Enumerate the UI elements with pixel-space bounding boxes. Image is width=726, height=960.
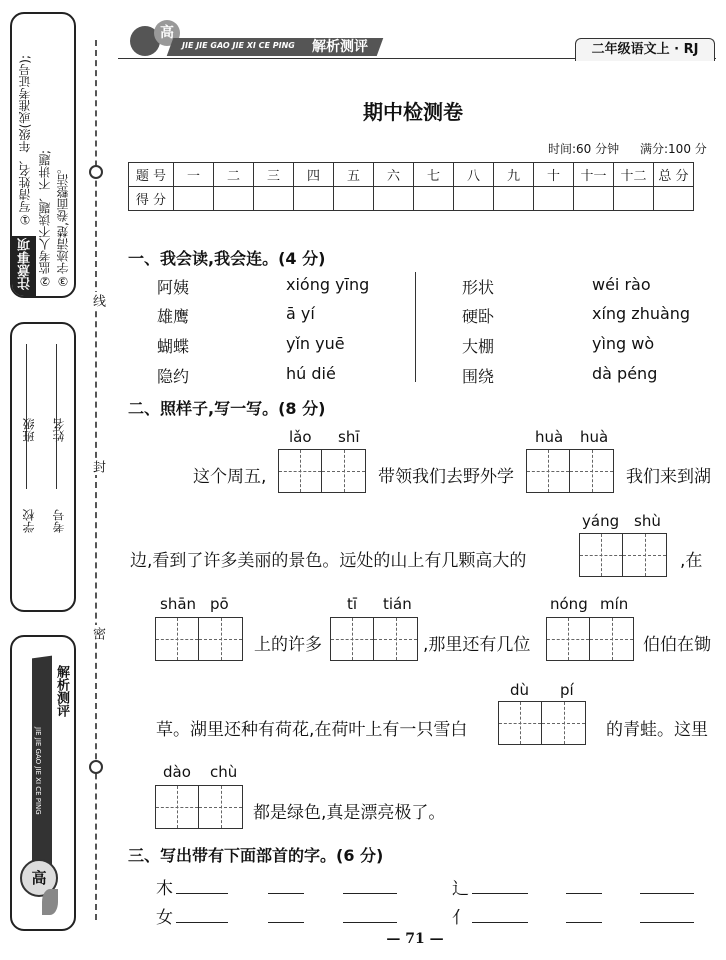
- score-col-5: 五: [334, 163, 374, 187]
- score-col-4: 四: [294, 163, 334, 187]
- s1-right-word: 围绕: [462, 367, 495, 386]
- s2-pinyin: pí: [560, 681, 574, 699]
- radical-nv: 女: [156, 908, 173, 928]
- s2-pinyin: lǎo: [289, 428, 312, 446]
- s2-pinyin: nóng: [550, 595, 588, 613]
- score-cell[interactable]: [174, 187, 214, 211]
- s2-line1-text-b: 带领我们去野外学: [378, 467, 514, 487]
- s1-left-word: 雄鹰: [157, 307, 190, 326]
- s1-right-pinyin: yìng wò: [592, 334, 655, 353]
- answer-blank[interactable]: [268, 892, 304, 894]
- answer-blank[interactable]: [640, 892, 694, 894]
- s1-right-word: 硬卧: [462, 307, 495, 326]
- header-brand-name: 解析测评: [312, 39, 368, 55]
- answer-blank[interactable]: [566, 921, 602, 923]
- cut-char-mi: 密: [90, 627, 105, 640]
- s1-right-pinyin: dà péng: [592, 364, 658, 383]
- brand-name-side: 解析测评: [54, 665, 69, 717]
- tian-cell[interactable]: [330, 617, 374, 661]
- s2-line3-text-c: 伯伯在锄: [643, 635, 711, 655]
- cut-char-xian: 线: [90, 294, 105, 307]
- notice-title: 注意事项: [18, 238, 33, 290]
- notice-item-2: ②监考人不读题、不讲题;: [38, 149, 52, 288]
- score-cell[interactable]: [654, 187, 694, 211]
- page-title: 期中检测卷: [363, 100, 463, 124]
- s2-pinyin: dào: [163, 763, 191, 781]
- score-cell[interactable]: [574, 187, 614, 211]
- answer-blank[interactable]: [472, 921, 528, 923]
- answer-box-yangshu[interactable]: [579, 533, 667, 577]
- brand-pinyin-side: JIE JIE GAO JIE XI CE PING: [34, 727, 42, 815]
- radical-mu: 木: [156, 879, 173, 899]
- exam-time: 时间:60 分钟: [548, 142, 620, 156]
- cut-char-feng: 封: [90, 460, 105, 473]
- brand-box: [10, 635, 76, 931]
- s1-left-pinyin: xióng yīng: [286, 275, 370, 294]
- s2-line3-text-a: 上的许多: [254, 635, 322, 655]
- score-col-6: 六: [374, 163, 414, 187]
- score-table-head: 题 号: [129, 163, 174, 187]
- school-field[interactable]: [26, 344, 28, 489]
- tian-cell[interactable]: [498, 701, 542, 745]
- answer-blank[interactable]: [640, 921, 694, 923]
- score-col-8: 八: [454, 163, 494, 187]
- score-cell[interactable]: [414, 187, 454, 211]
- s1-left-word: 阿姨: [157, 278, 190, 297]
- s2-line4-text-b: 的青蛙。这里: [606, 720, 708, 740]
- class-label: 班级: [22, 418, 36, 442]
- answer-box-nongmin[interactable]: [546, 617, 634, 661]
- s2-line2-text-a: 边,看到了许多美丽的景色。远处的山上有几颗高大的: [130, 551, 527, 571]
- tian-cell[interactable]: [526, 449, 570, 493]
- tian-cell[interactable]: [199, 785, 243, 829]
- student-info-box: [10, 322, 76, 612]
- exam-number-label: 考号: [52, 509, 66, 533]
- cut-circle-bottom: [89, 760, 103, 774]
- answer-blank[interactable]: [472, 892, 528, 894]
- score-table: [128, 162, 694, 211]
- tian-cell[interactable]: [623, 533, 667, 577]
- tian-cell[interactable]: [322, 449, 366, 493]
- s2-line5-text-a: 都是绿色,真是漂亮极了。: [253, 803, 446, 823]
- score-cell[interactable]: [494, 187, 534, 211]
- s2-line4-text-a: 草。湖里还种有荷花,在荷叶上有一只雪白: [156, 720, 468, 740]
- s1-left-word: 隐约: [157, 367, 190, 386]
- tian-cell[interactable]: [278, 449, 322, 493]
- s1-right-pinyin: wéi rào: [592, 275, 651, 294]
- brand-logo-char: 高: [31, 869, 47, 887]
- score-col-12: 十二: [614, 163, 654, 187]
- tian-cell[interactable]: [374, 617, 418, 661]
- name-field[interactable]: [56, 344, 58, 489]
- tian-cell[interactable]: [590, 617, 634, 661]
- answer-box-titian[interactable]: [330, 617, 418, 661]
- tian-cell[interactable]: [542, 701, 586, 745]
- name-label: 姓名: [52, 418, 66, 442]
- section1-divider: [415, 272, 416, 382]
- radical-chuo: 辶: [452, 879, 469, 899]
- notice-box: [10, 12, 76, 298]
- s2-pinyin: shī: [338, 428, 360, 446]
- tian-cell[interactable]: [155, 785, 199, 829]
- score-cell[interactable]: [214, 187, 254, 211]
- class-field[interactable]: [26, 504, 27, 594]
- score-table-score-row: [129, 187, 694, 211]
- score-cell[interactable]: [294, 187, 334, 211]
- tian-cell[interactable]: [570, 449, 614, 493]
- s2-pinyin: huà: [580, 428, 609, 446]
- s2-pinyin: mín: [600, 595, 629, 613]
- s2-line2-text-b: ,在: [680, 551, 703, 571]
- answer-blank[interactable]: [176, 921, 228, 923]
- answer-box-laoshi[interactable]: [278, 449, 366, 493]
- section3-title: 三、写出带有下面部首的字。(6 分): [128, 846, 384, 865]
- answer-box-dupi[interactable]: [498, 701, 586, 745]
- s2-pinyin: pō: [210, 595, 229, 613]
- score-cell[interactable]: [614, 187, 654, 211]
- score-col-7: 七: [414, 163, 454, 187]
- s2-pinyin: shù: [634, 512, 661, 530]
- s2-line1-text-c: 我们来到湖: [626, 467, 711, 487]
- answer-blank[interactable]: [343, 892, 397, 894]
- notice-item-3: ③字迹清楚,卷面整洁。: [56, 162, 70, 288]
- leaf-icon: [42, 889, 58, 915]
- s2-line3-text-b: ,那里还有几位: [423, 635, 531, 655]
- s2-pinyin: tī: [347, 595, 358, 613]
- s2-pinyin: dù: [510, 681, 530, 699]
- score-cell[interactable]: [534, 187, 574, 211]
- s1-right-word: 形状: [462, 278, 495, 297]
- header-logo-char: 高: [160, 25, 174, 41]
- score-col-9: 九: [494, 163, 534, 187]
- s2-pinyin: tián: [383, 595, 412, 613]
- notice-item-1: ①写清姓名、年级(或准考证号);: [18, 54, 32, 226]
- answer-blank[interactable]: [343, 921, 397, 923]
- tian-cell[interactable]: [199, 617, 243, 661]
- s1-left-pinyin: hú dié: [286, 364, 336, 383]
- answer-blank[interactable]: [176, 892, 228, 894]
- s2-line1-text-a: 这个周五,: [193, 467, 267, 487]
- score-cell[interactable]: [454, 187, 494, 211]
- tian-cell[interactable]: [546, 617, 590, 661]
- school-label: 学校: [22, 509, 36, 533]
- section1-title: 一、我会读,我会连。(4 分): [128, 249, 326, 268]
- score-cell[interactable]: [254, 187, 294, 211]
- s1-left-pinyin: ā yí: [286, 304, 315, 323]
- score-table-header-row: [129, 163, 694, 187]
- s1-left-word: 蝴蝶: [157, 337, 190, 356]
- radical-ren: 亻: [452, 908, 469, 928]
- answer-box-shanpo[interactable]: [155, 617, 243, 661]
- cut-circle-top: [89, 165, 103, 179]
- exam-full-score: 满分:100 分: [640, 142, 707, 156]
- score-col-2: 二: [214, 163, 254, 187]
- tian-cell[interactable]: [579, 533, 623, 577]
- page-number: — 71 —: [386, 931, 444, 947]
- answer-box-daochu[interactable]: [155, 785, 243, 829]
- s2-pinyin: shān: [160, 595, 197, 613]
- answer-box-huahua[interactable]: [526, 449, 614, 493]
- answer-blank[interactable]: [268, 921, 304, 923]
- score-col-total: 总 分: [654, 163, 694, 187]
- score-cell[interactable]: [374, 187, 414, 211]
- score-row-head: 得 分: [129, 187, 174, 211]
- header-brand-pinyin: JIE JIE GAO JIE XI CE PING: [182, 41, 295, 50]
- grade-tag: 二年级语文上 · RJ: [575, 38, 715, 61]
- score-col-1: 一: [174, 163, 214, 187]
- s1-left-pinyin: yǐn yuē: [286, 334, 345, 353]
- score-col-3: 三: [254, 163, 294, 187]
- score-col-11: 十一: [574, 163, 614, 187]
- s1-right-pinyin: xíng zhuàng: [592, 304, 691, 323]
- score-col-10: 十: [534, 163, 574, 187]
- s1-right-word: 大棚: [462, 337, 495, 356]
- section2-title: 二、照样子,写一写。(8 分): [128, 399, 326, 418]
- score-cell[interactable]: [334, 187, 374, 211]
- s2-pinyin: chù: [210, 763, 238, 781]
- tian-cell[interactable]: [155, 617, 199, 661]
- answer-blank[interactable]: [566, 892, 602, 894]
- s2-pinyin: yáng: [582, 512, 620, 530]
- s2-pinyin: huà: [535, 428, 564, 446]
